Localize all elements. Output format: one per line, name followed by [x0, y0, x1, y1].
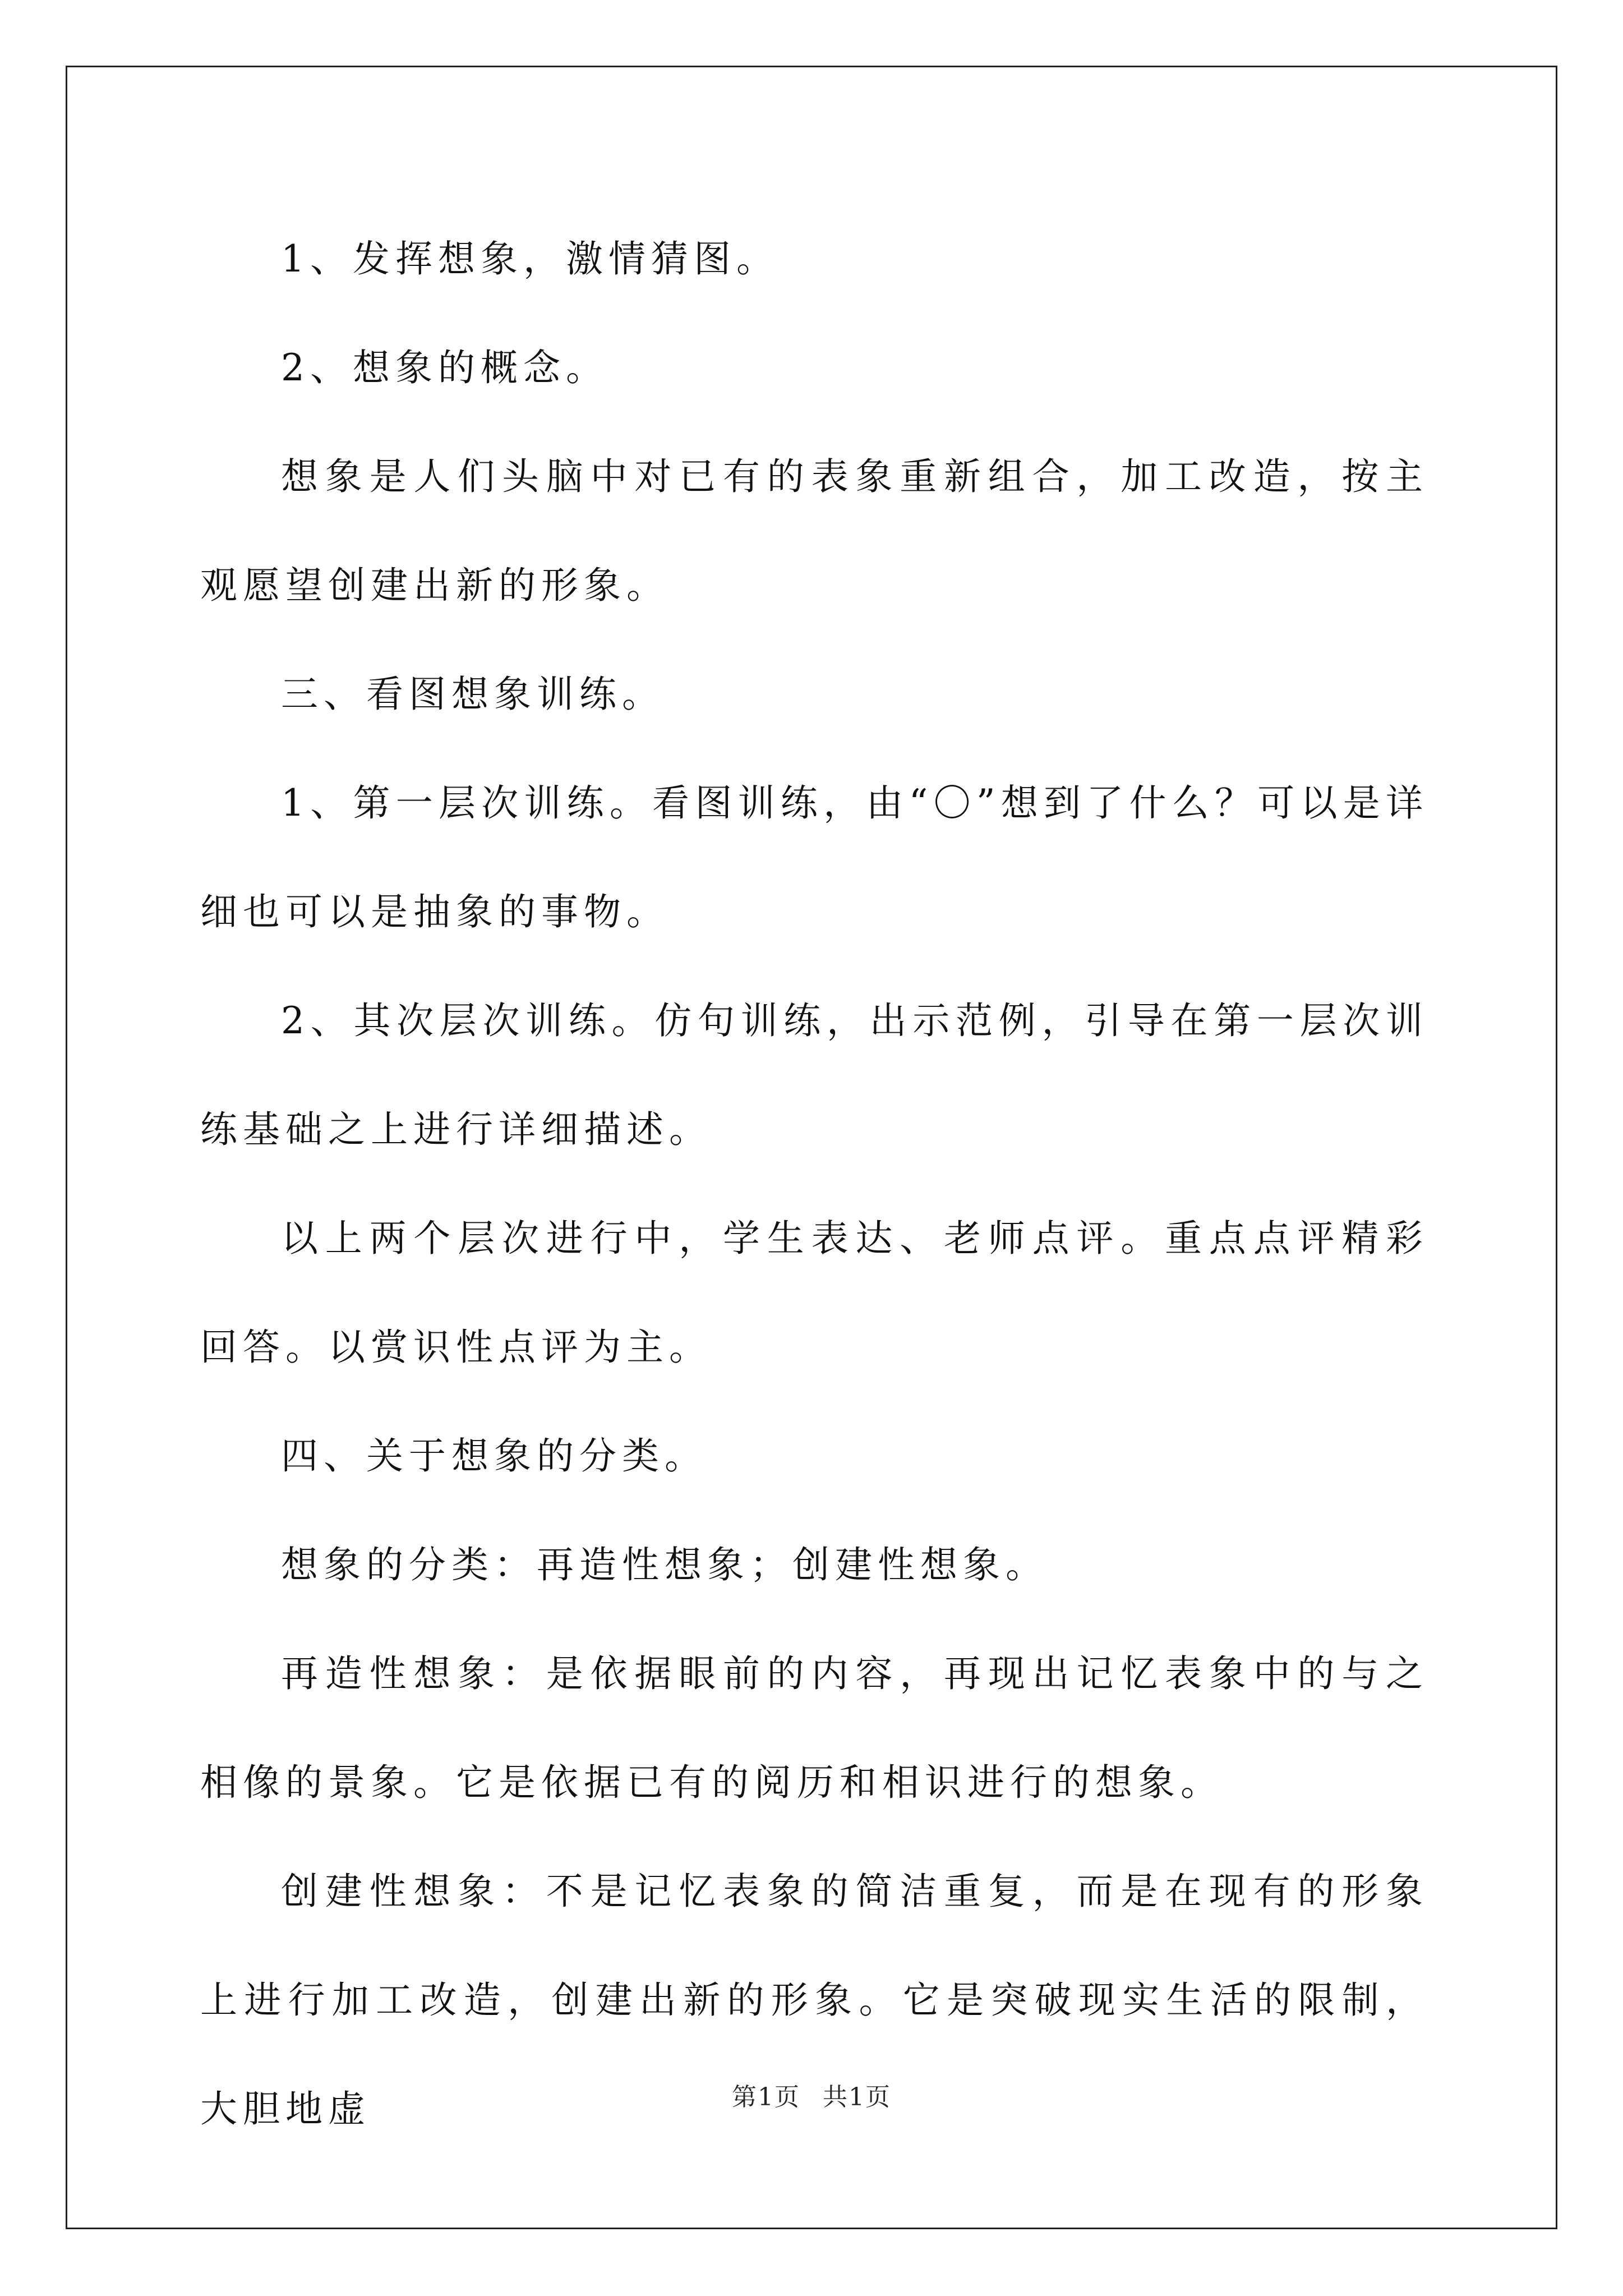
paragraph: 1、第一层次训练。看图训练，由“〇”想到了什么？可以是详细也可以是抽象的事物。	[200, 781, 1428, 933]
paragraph: 四、关于想象的分类。	[281, 1434, 707, 1478]
page-total: 共1页	[823, 2083, 891, 2111]
paragraph: 2、其次层次训练。仿句训练，出示范例，引导在第一层次训练基础之上进行详细描述。	[200, 999, 1428, 1151]
page-footer	[0, 2077, 1623, 2113]
page-number: 第1页	[732, 2083, 800, 2111]
document-body	[200, 205, 1428, 2164]
paragraph: 1、发挥想象，激情猜图。	[281, 237, 779, 280]
paragraph: 想象的分类：再造性想象；创建性想象。	[281, 1543, 1048, 1586]
paragraph: 三、看图想象训练。	[281, 673, 665, 716]
paragraph: 想象是人们头脑中对已有的表象重新组合，加工改造，按主观愿望创建出新的形象。	[200, 455, 1428, 607]
paragraph: 再造性想象：是依据眼前的内容，再现出记忆表象中的与之相像的景象。它是依据已有的阅历和相识进行的想象。	[200, 1652, 1428, 1804]
paragraph: 创建性想象：不是记忆表象的简洁重复，而是在现有的形象上进行加工改造，创建出新的形象。它是突破现实生活的限制，大胆地虚	[200, 1870, 1428, 2131]
paragraph: 以上两个层次进行中，学生表达、老师点评。重点点评精彩回答。以赏识性点评为主。	[200, 1217, 1428, 1369]
paragraph: 2、想象的概念。	[281, 346, 608, 389]
